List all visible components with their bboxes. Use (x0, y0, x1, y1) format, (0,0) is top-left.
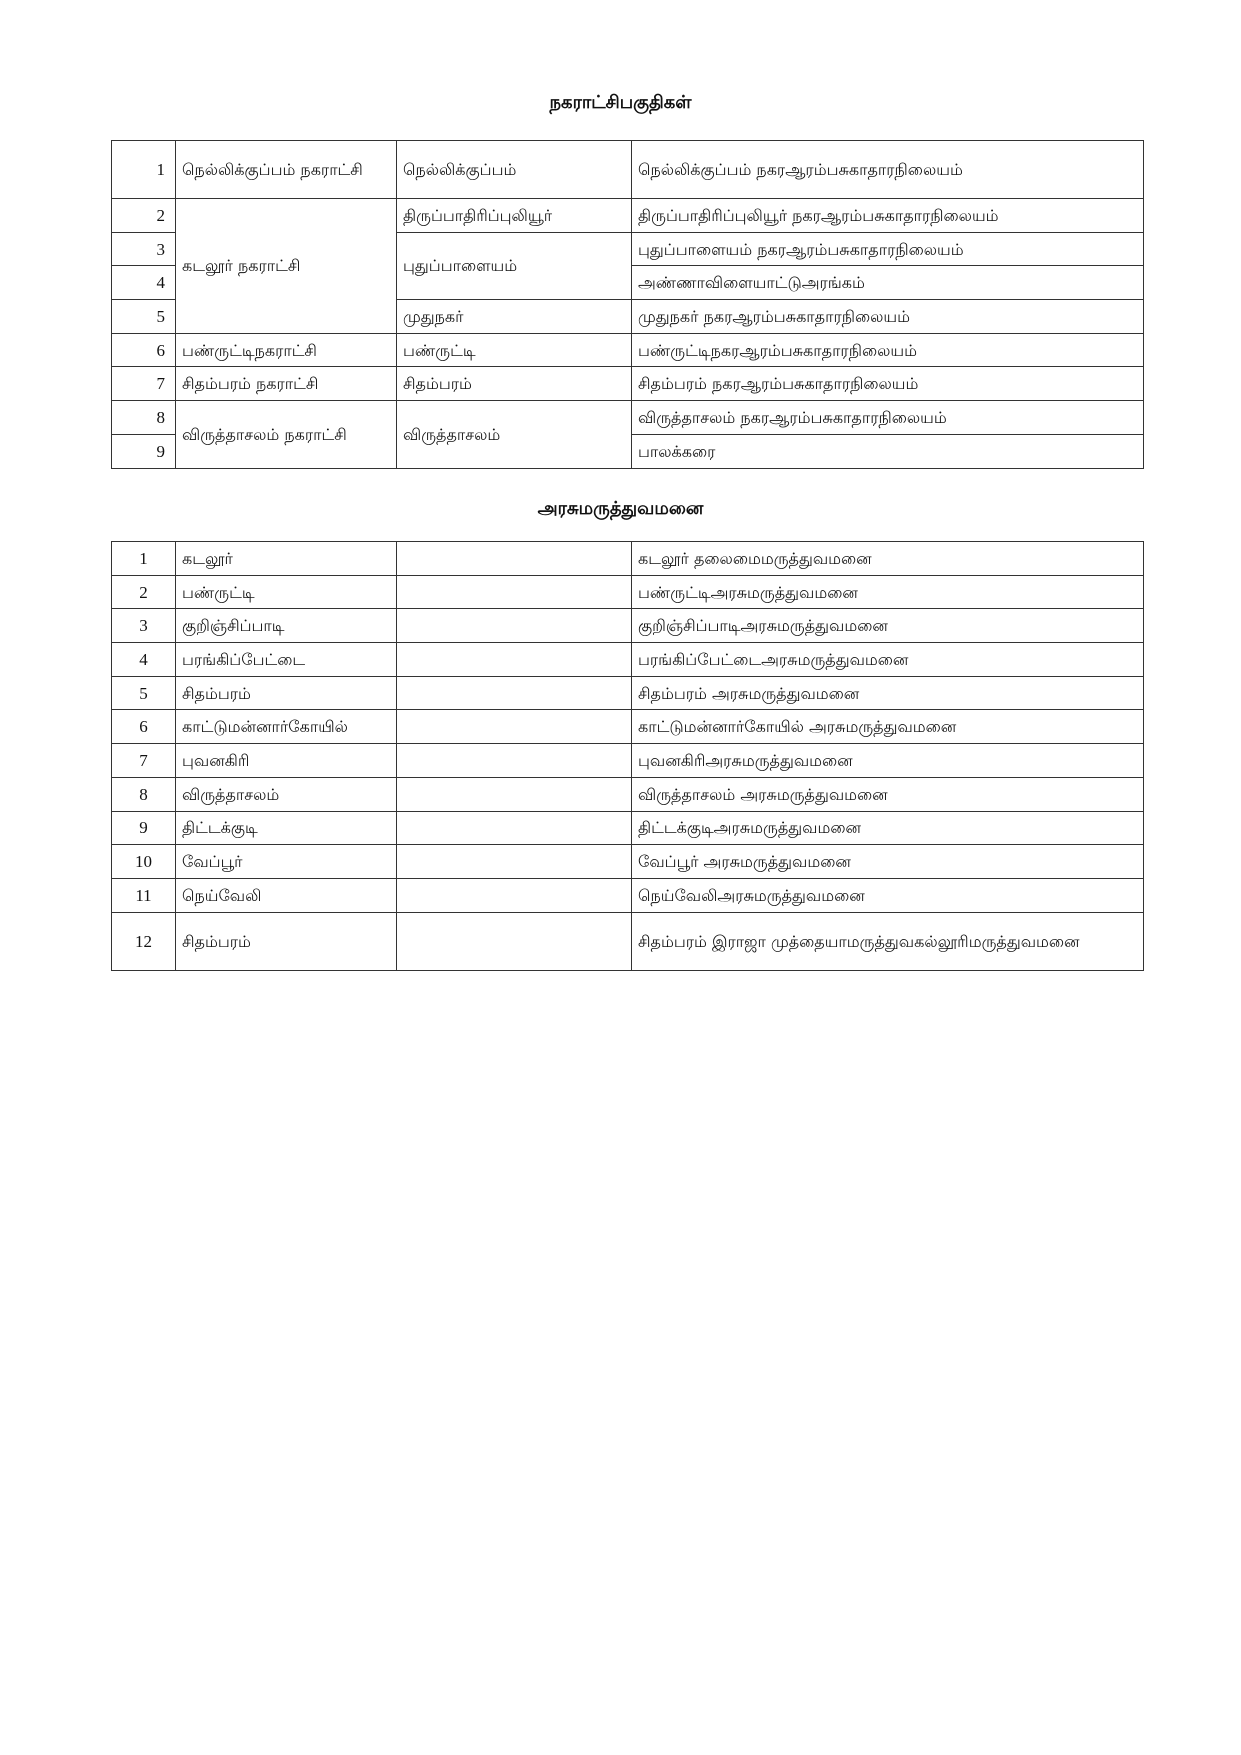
area-cell (397, 542, 632, 576)
facility-cell: முதுநகர் நகரஆரம்பசுகாதாரநிலையம் (632, 300, 1144, 334)
place-cell: சிதம்பரம் (176, 676, 397, 710)
facility-cell: பண்ருட்டிநகரஆரம்பசுகாதாரநிலையம் (632, 333, 1144, 367)
place-cell: காட்டுமன்னார்கோயில் (176, 710, 397, 744)
row-number: 6 (112, 333, 176, 367)
row-number: 7 (112, 744, 176, 778)
row-number: 11 (112, 878, 176, 912)
facility-cell: சிதம்பரம் அரசுமருத்துவமனை (632, 676, 1144, 710)
facility-cell: திருப்பாதிரிப்புலியூர் நகரஆரம்பசுகாதாரநிலையம் (632, 199, 1144, 233)
area-cell (397, 912, 632, 970)
facility-cell: பண்ருட்டிஅரசுமருத்துவமனை (632, 575, 1144, 609)
table-row (112, 744, 1144, 778)
facility-cell: பாலக்கரை (632, 434, 1144, 468)
place-cell: திட்டக்குடி (176, 811, 397, 845)
facility-cell: சிதம்பரம் நகரஆரம்பசுகாதாரநிலையம் (632, 367, 1144, 401)
facility-cell: வேப்பூர் அரசுமருத்துவமனை (632, 845, 1144, 879)
facility-cell: விருத்தாசலம் நகரஆரம்பசுகாதாரநிலையம் (632, 401, 1144, 435)
facility-cell: கடலூர் தலைமைமருத்துவமனை (632, 542, 1144, 576)
row-number: 8 (112, 401, 176, 435)
row-number: 9 (112, 434, 176, 468)
facility-cell: திட்டக்குடிஅரசுமருத்துவமனை (632, 811, 1144, 845)
area-cell (397, 845, 632, 879)
table-row (112, 141, 1144, 199)
area-cell (397, 878, 632, 912)
facility-cell: குறிஞ்சிப்பாடிஅரசுமருத்துவமனை (632, 609, 1144, 643)
row-number: 2 (112, 199, 176, 233)
area-cell: புதுப்பாளையம் (397, 232, 632, 299)
area-cell (397, 643, 632, 677)
municipality-cell: விருத்தாசலம் நகராட்சி (176, 401, 397, 468)
facility-cell: சிதம்பரம் இராஜா முத்தையாமருத்துவகல்லூரிமருத்துவமனை (632, 912, 1144, 970)
table-row (112, 333, 1144, 367)
table-row (112, 643, 1144, 677)
facility-cell: பரங்கிப்பேட்டைஅரசுமருத்துவமனை (632, 643, 1144, 677)
table-row (112, 199, 1144, 233)
row-number: 3 (112, 609, 176, 643)
place-cell: புவனகிரி (176, 744, 397, 778)
table-row (112, 676, 1144, 710)
facility-cell: காட்டுமன்னார்கோயில் அரசுமருத்துவமனை (632, 710, 1144, 744)
area-cell (397, 811, 632, 845)
facility-cell: விருத்தாசலம் அரசுமருத்துவமனை (632, 777, 1144, 811)
facility-cell: அண்ணாவிளையாட்டுஅரங்கம் (632, 266, 1144, 300)
table-row (112, 811, 1144, 845)
table-row (112, 575, 1144, 609)
table-row (112, 777, 1144, 811)
government-hospitals-table (111, 541, 1144, 971)
facility-cell: நெல்லிக்குப்பம் நகரஆரம்பசுகாதாரநிலையம் (632, 141, 1144, 199)
municipality-cell: பண்ருட்டிநகராட்சி (176, 333, 397, 367)
area-cell: திருப்பாதிரிப்புலியூர் (397, 199, 632, 233)
row-number: 4 (112, 643, 176, 677)
area-cell (397, 744, 632, 778)
area-cell: நெல்லிக்குப்பம் (397, 141, 632, 199)
place-cell: கடலூர் (176, 542, 397, 576)
place-cell: பரங்கிப்பேட்டை (176, 643, 397, 677)
row-number: 10 (112, 845, 176, 879)
area-cell: சிதம்பரம் (397, 367, 632, 401)
municipality-cell: நெல்லிக்குப்பம் நகராட்சி (176, 141, 397, 199)
place-cell: வேப்பூர் (176, 845, 397, 879)
row-number: 3 (112, 232, 176, 266)
place-cell: சிதம்பரம் (176, 912, 397, 970)
area-cell: முதுநகர் (397, 300, 632, 334)
table-row (112, 912, 1144, 970)
section1-heading: நகராட்சிபகுதிகள் (549, 92, 692, 113)
table-row (112, 710, 1144, 744)
area-cell (397, 710, 632, 744)
place-cell: பண்ருட்டி (176, 575, 397, 609)
area-cell (397, 609, 632, 643)
table-row (112, 542, 1144, 576)
row-number: 2 (112, 575, 176, 609)
row-number: 1 (112, 141, 176, 199)
table-row (112, 609, 1144, 643)
area-cell: விருத்தாசலம் (397, 401, 632, 468)
place-cell: விருத்தாசலம் (176, 777, 397, 811)
facility-cell: புதுப்பாளையம் நகரஆரம்பசுகாதாரநிலையம் (632, 232, 1144, 266)
place-cell: நெய்வேலி (176, 878, 397, 912)
table-row (112, 878, 1144, 912)
area-cell (397, 676, 632, 710)
row-number: 8 (112, 777, 176, 811)
municipal-areas-table (111, 140, 1144, 469)
row-number: 6 (112, 710, 176, 744)
table-row (112, 845, 1144, 879)
facility-cell: நெய்வேலிஅரசுமருத்துவமனை (632, 878, 1144, 912)
table-row (112, 401, 1144, 435)
municipality-cell: கடலூர் நகராட்சி (176, 199, 397, 334)
row-number: 4 (112, 266, 176, 300)
row-number: 5 (112, 300, 176, 334)
area-cell: பண்ருட்டி (397, 333, 632, 367)
place-cell: குறிஞ்சிப்பாடி (176, 609, 397, 643)
area-cell (397, 777, 632, 811)
row-number: 9 (112, 811, 176, 845)
row-number: 12 (112, 912, 176, 970)
row-number: 1 (112, 542, 176, 576)
table-row (112, 367, 1144, 401)
area-cell (397, 575, 632, 609)
municipality-cell: சிதம்பரம் நகராட்சி (176, 367, 397, 401)
row-number: 5 (112, 676, 176, 710)
facility-cell: புவனகிரிஅரசுமருத்துவமனை (632, 744, 1144, 778)
row-number: 7 (112, 367, 176, 401)
section2-heading: அரசுமருத்துவமனை (537, 498, 704, 519)
